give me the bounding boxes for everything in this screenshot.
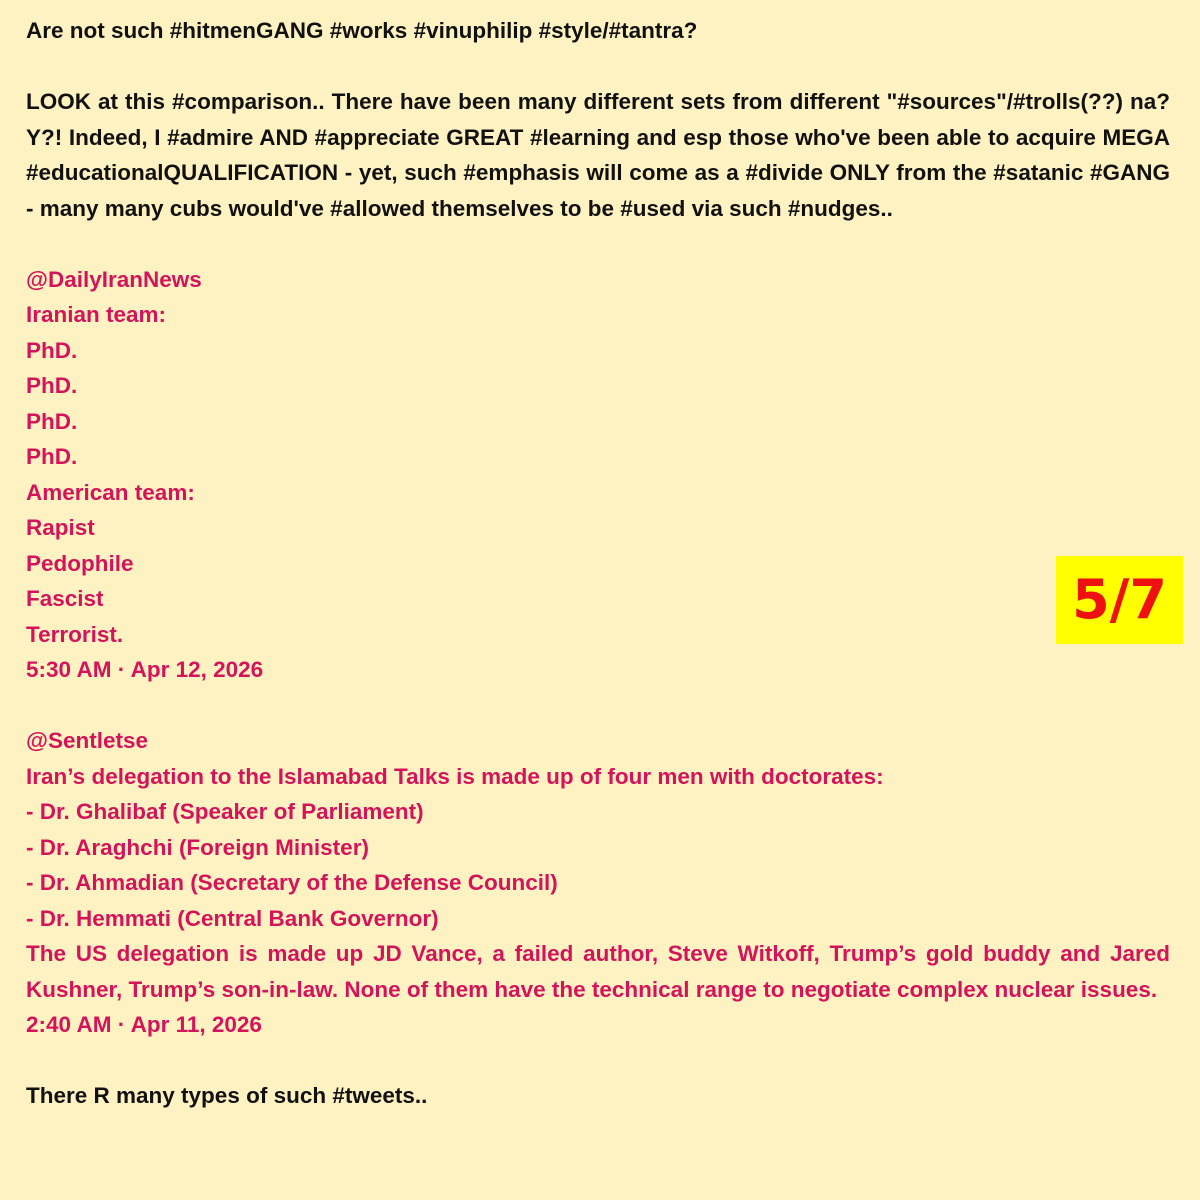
tweet-line: Iran’s delegation to the Islamabad Talks is made up of four men with doctorates: [26,763,884,789]
tweet-paragraph: The US delegation is made up JD Vance, a failed author, Steve Witkoff, Trump’s gold buddy and Jared Kushner, Trump’s son-in-law. None of them have the technical range to negotiate complex nuclear issues. [26,941,1170,1002]
tweet-line: - Dr. Ahmadian (Secretary of the Defense Council) [26,870,558,895]
document-body [26,13,1170,1114]
tweet-line: - Dr. Araghchi (Foreign Minister) [26,834,369,860]
tweet-line: PhD. [26,337,78,363]
tweet-handle: @Sentletse [26,728,148,753]
tweet-line: PhD. [26,444,78,469]
tweet-line: PhD. [26,373,78,398]
tweet-line: Iranian team: [26,302,167,327]
intro-paragraph: LOOK at this #comparison.. There have been many different sets from different "#sources"/#trolls(??) na? Y?! Indeed, I #admire AND #appreciate GREAT #learning and esp those who've been able to acquire MEGA #educationalQUALIFICATION - yet, such #emphasis will come as a #divide ONLY from the #satanic #GANG - many many cubs would've #allowed themselves to be #used via such #nudges.. [26,89,1170,221]
spacer [26,1043,1170,1079]
spacer [26,226,1170,262]
tweet-line: - Dr. Hemmati (Central Bank Governor) [26,905,439,931]
quoted-tweet-dailyirannews [26,262,1170,688]
intro-question: Are not such #hitmenGANG #works #vinuphilip #style/#tantra? [26,18,698,43]
tweet-line: Pedophile [26,550,134,576]
tweet-timestamp: 5:30 AM · Apr 12, 2026 [26,657,264,682]
tweet-timestamp: 2:40 AM · Apr 11, 2026 [26,1012,262,1037]
page-counter-badge: 5/7 [1056,556,1183,644]
quoted-tweet-sentletse [26,723,1170,1043]
tweet-line: Terrorist. [26,621,124,647]
spacer [26,688,1170,724]
tweet-line: Fascist [26,586,104,611]
spacer [26,49,1170,85]
tweet-line: PhD. [26,408,78,434]
closing-line: There R many types of such #tweets.. [26,1083,428,1108]
tweet-line: Rapist [26,515,95,540]
tweet-line: - Dr. Ghalibaf (Speaker of Parliament) [26,799,424,824]
tweet-handle: @DailyIranNews [26,266,202,292]
tweet-line: American team: [26,479,195,505]
